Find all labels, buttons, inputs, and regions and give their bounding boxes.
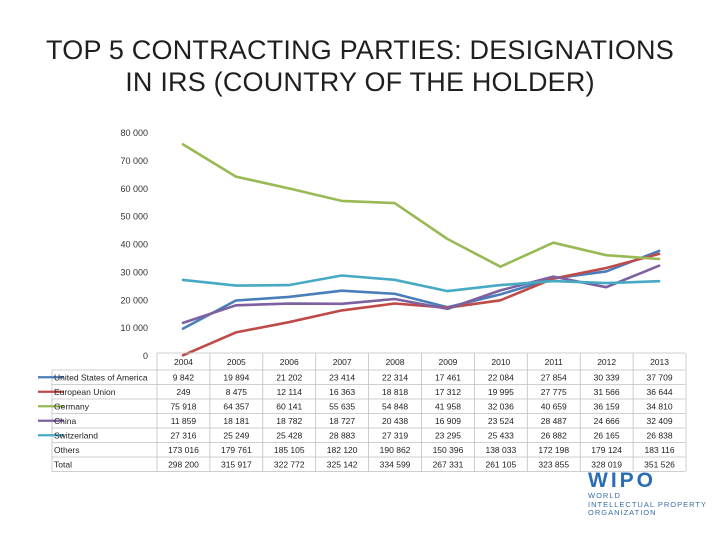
data-label: 18 818	[382, 386, 409, 397]
data-label: 185 105	[273, 444, 305, 455]
x-tick-label: 2009	[438, 357, 458, 367]
data-label: 325 142	[326, 459, 358, 470]
data-label: 23 414	[329, 372, 356, 383]
x-tick-label: 2012	[597, 357, 617, 367]
legend-label: European Union	[54, 386, 116, 397]
x-tick-label: 2005	[226, 357, 246, 367]
data-label: 21 202	[276, 372, 303, 383]
data-label: 34 810	[646, 401, 673, 412]
data-label: 334 599	[379, 459, 411, 470]
data-label: 36 159	[593, 401, 620, 412]
data-label: 8 475	[225, 386, 247, 397]
data-label: 54 848	[382, 401, 409, 412]
data-label: 55 635	[329, 401, 356, 412]
data-label: 30 339	[593, 372, 620, 383]
data-label: 24 666	[593, 415, 620, 426]
series-line-united-states-of-america	[183, 251, 659, 329]
x-tick-label: 2006	[279, 357, 299, 367]
data-label: 11 859	[170, 415, 197, 426]
data-label: 351 526	[644, 459, 675, 470]
legend-label: Switzerland	[54, 430, 98, 441]
data-label: 27 316	[170, 430, 197, 441]
logo-line-1: WORLD	[588, 491, 621, 500]
legend-label: Germany	[54, 401, 89, 412]
data-label: 18 181	[223, 415, 250, 426]
x-tick-label: 2010	[491, 357, 511, 367]
legend-label: Others	[54, 444, 80, 455]
data-label: 323 855	[538, 459, 570, 470]
data-label: 60 141	[276, 401, 303, 412]
data-label: 26 882	[540, 430, 567, 441]
data-label: 315 917	[220, 459, 252, 470]
chart-title-line-1: TOP 5 CONTRACTING PARTIES: DESIGNATIONS	[46, 35, 674, 65]
data-label: 173 016	[168, 444, 199, 455]
y-axis	[120, 128, 148, 361]
y-tick-label: 70 000	[120, 155, 148, 166]
legend-label: Total	[54, 459, 72, 470]
y-tick-label: 80 000	[120, 128, 148, 138]
data-label: 41 958	[434, 401, 461, 412]
logo-line-3: ORGANIZATION	[588, 508, 657, 517]
y-tick-label: 20 000	[120, 295, 148, 306]
data-label: 179 124	[591, 444, 623, 455]
data-label: 18 727	[329, 415, 356, 426]
data-label: 172 198	[538, 444, 570, 455]
data-label: 26 165	[593, 430, 620, 441]
data-label: 138 033	[485, 444, 517, 455]
legend-label: United States of America	[54, 372, 148, 383]
y-tick-label: 60 000	[120, 183, 148, 194]
data-label: 32 409	[646, 415, 673, 426]
logo-line-2: INTELLECTUAL PROPERTY	[588, 499, 707, 509]
data-label: 179 761	[220, 444, 252, 455]
data-label: 18 782	[276, 415, 303, 426]
series-line-switzerland	[183, 276, 659, 292]
y-tick-label: 30 000	[120, 267, 148, 278]
data-label: 75 918	[170, 401, 197, 412]
data-label: 249	[176, 386, 191, 397]
data-label: 22 314	[382, 372, 409, 383]
data-label: 64 357	[223, 401, 250, 412]
data-label: 17 461	[434, 372, 461, 383]
data-label: 27 854	[540, 372, 567, 383]
data-label: 267 331	[432, 459, 464, 470]
data-label: 20 438	[382, 415, 409, 426]
data-label: 19 995	[487, 386, 514, 397]
data-label: 261 105	[485, 459, 517, 470]
data-label: 12 114	[276, 386, 302, 397]
data-label: 23 524	[487, 415, 514, 426]
y-tick-label: 0	[142, 351, 148, 361]
data-label: 37 709	[646, 372, 673, 383]
y-tick-label: 50 000	[120, 211, 148, 222]
x-tick-label: 2007	[332, 357, 352, 367]
data-label: 27 775	[540, 386, 567, 397]
data-label: 40 659	[540, 401, 567, 412]
x-tick-label: 2013	[650, 357, 670, 367]
chart-title-line-2: IN IRS (COUNTRY OF THE HOLDER)	[125, 67, 595, 97]
data-label: 25 249	[223, 430, 250, 441]
y-tick-label: 10 000	[120, 323, 148, 334]
legend-label: China	[54, 415, 77, 426]
data-label: 182 120	[326, 444, 358, 455]
data-label: 28 883	[329, 430, 356, 441]
wipo-logo	[588, 470, 707, 518]
data-label: 25 428	[276, 430, 303, 441]
data-label: 150 396	[432, 444, 464, 455]
data-label: 16 909	[434, 415, 461, 426]
data-label: 27 319	[382, 430, 409, 441]
data-table	[38, 353, 686, 472]
data-label: 328 019	[591, 459, 623, 470]
data-label: 17 312	[434, 386, 461, 397]
x-tick-label: 2008	[385, 357, 405, 367]
x-tick-label: 2011	[544, 357, 563, 367]
data-label: 190 862	[379, 444, 411, 455]
data-label: 36 644	[646, 386, 673, 397]
data-label: 183 116	[644, 444, 675, 455]
data-label: 32 036	[487, 401, 514, 412]
data-label: 23 295	[434, 430, 461, 441]
data-label: 22 084	[487, 372, 514, 383]
series-line-germany	[183, 144, 659, 266]
data-label: 31 566	[593, 386, 620, 397]
data-label: 322 772	[273, 459, 305, 470]
data-label: 16 363	[329, 386, 356, 397]
data-label: 28 487	[540, 415, 567, 426]
data-label: 9 842	[172, 372, 195, 383]
y-tick-label: 40 000	[120, 239, 148, 250]
x-tick-label: 2004	[173, 357, 193, 367]
logo-mark: WIPO	[588, 469, 656, 492]
data-label: 26 838	[646, 430, 673, 441]
series-lines	[183, 144, 659, 355]
data-label: 19 894	[223, 372, 250, 383]
data-label: 298 200	[168, 459, 199, 470]
data-label: 25 433	[487, 430, 514, 441]
